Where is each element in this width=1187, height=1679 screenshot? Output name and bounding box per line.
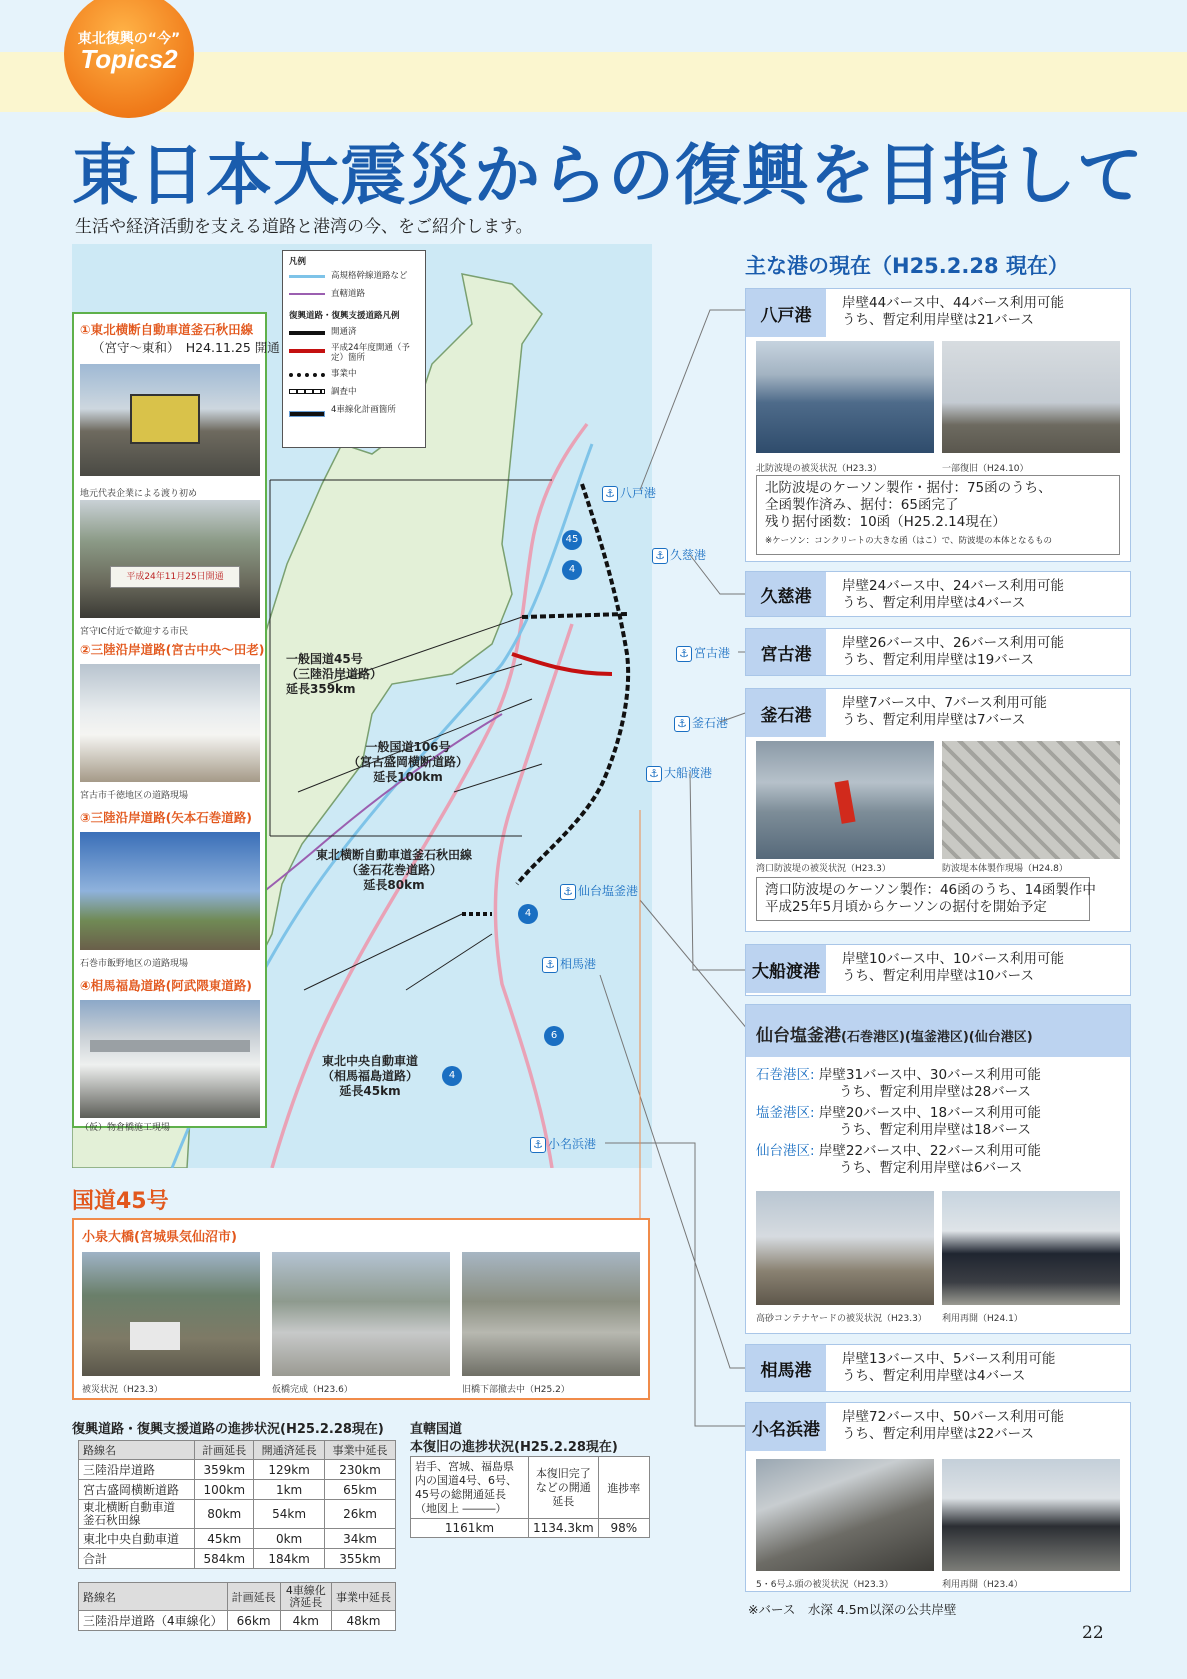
port-status: 岸壁44バース中、44バース利用可能 うち、暫定利用岸壁は21バース — [842, 295, 1065, 328]
map-legend: 凡例 高規格幹線道路など 直轄道路 復興道路・復興支援道路凡例 開通済 平成24年度開通（予定）箇所 事業中 調査中 4車線化計画箇所 — [282, 250, 426, 448]
bridge-deck — [90, 1040, 250, 1052]
port-status: 岸壁24バース中、24バース利用可能 うち、暫定利用岸壁は4バース — [842, 578, 1065, 611]
table3-title1: 直轄国道 — [410, 1422, 463, 1437]
label-kamaishi-akita: 東北横断自動車道釜石秋田線 （釜石花巻道路） 延長80km — [316, 848, 473, 892]
table-row: 1161km 1134.3km 98% — [411, 1519, 650, 1538]
route-shield-4b: 4 — [518, 904, 538, 924]
topics-badge: 東北復興の“今” Topics2 — [64, 0, 194, 118]
photo-hachinohe-damage — [756, 341, 934, 453]
photo-opening-ceremony — [80, 364, 260, 476]
table-row: 東北中央自動車道 45km 0km 34km — [79, 1529, 396, 1549]
photo-monokura-bridge — [80, 1000, 260, 1118]
table1-title: 復興道路・復興支援道路の進捗状況(H25.2.28現在) — [72, 1422, 384, 1437]
photo-bridge-damage — [82, 1252, 260, 1376]
port-box-kamaishi: 釜石港 岸壁7バース中、7バース利用可能 うち、暫定利用岸壁は7バース 湾口防波堤の被災状況（H23.3） 防波堤本体製作現場（H24.8） 湾口防波堤のケーソン製作：46函のうち、14函製作中 平成25年5月頃からケーソンの据付を開始予定 — [745, 688, 1131, 932]
sendai-districts: 石巻港区: 岸壁31バース中、30バース利用可能 うち、暫定利用岸壁は28バース 塩釜港区: 岸壁20バース中、18バース利用可能 うち、暫定利用岸壁は18バース 仙台港区: 岸壁22バース中、22バース利用可能 うち、暫定利用岸壁は6バース — [756, 1067, 1041, 1176]
route-shield-45: 45 — [562, 530, 582, 550]
page-title: 東日本大震災からの復興を目指して — [72, 137, 1144, 214]
anchor-icon: ⚓ — [646, 766, 662, 782]
hachinohe-note: 北防波堤のケーソン製作・据付：75函のうち、 全函製作済み、据付：65函完了 残り据付函数：10函（H25.2.14現在） ※ケーソン：コンクリートの大きな函（はこ）で、防波堤の本体となるもの — [756, 475, 1120, 555]
port-box-ofunato: 大船渡港 岸壁10バース中、10バース利用可能 うち、暫定利用岸壁は10バース — [745, 944, 1131, 996]
anchor-icon: ⚓ — [676, 646, 692, 662]
kamaishi-note: 湾口防波堤のケーソン製作：46函のうち、14函製作中 平成25年5月頃からケーソンの据付を開始予定 — [756, 877, 1090, 921]
page-number: 22 — [1082, 1623, 1104, 1643]
table-row: 宮古盛岡横断道路 100km 1km 65km — [79, 1480, 396, 1500]
anchor-icon: ⚓ — [530, 1137, 546, 1153]
route-shield-4a: 4 — [562, 560, 582, 580]
port-label-sendai: ⚓ 仙台塩釜港 — [560, 882, 638, 900]
photo-sendai-damage — [756, 1191, 934, 1305]
port-status: 岸壁10バース中、10バース利用可能 うち、暫定利用岸壁は10バース — [842, 951, 1065, 984]
photo-onahama-damage — [756, 1459, 934, 1571]
port-status: 岸壁72バース中、50バース利用可能 うち、暫定利用岸壁は22バース — [842, 1409, 1065, 1442]
port-box-soma: 相馬港 岸壁13バース中、5バース利用可能 うち、暫定利用岸壁は4バース — [745, 1344, 1131, 1392]
anchor-icon: ⚓ — [652, 548, 668, 564]
port-label-ofunato: ⚓ 大船渡港 — [646, 764, 712, 782]
photo-temporary-bridge — [272, 1252, 450, 1376]
label-route45: 一般国道45号 （三陸沿岸道路） 延長359km — [286, 652, 383, 696]
route-shield-6: 6 — [544, 1026, 564, 1046]
anchor-icon: ⚓ — [674, 716, 690, 732]
port-box-miyako: 宮古港 岸壁26バース中、26バース利用可能 うち、暫定利用岸壁は19バース — [745, 628, 1131, 676]
table-row: 三陸沿岸道路 359km 129km 230km — [79, 1460, 396, 1480]
banner-text: 平成24年11月25日開通 — [110, 566, 240, 588]
truck-shape — [130, 394, 200, 444]
port-status: 岸壁13バース中、5バース利用可能 うち、暫定利用岸壁は4バース — [842, 1351, 1056, 1384]
port-status: 岸壁26バース中、26バース利用可能 うち、暫定利用岸壁は19バース — [842, 635, 1065, 668]
port-label-miyako: ⚓ 宮古港 — [676, 644, 730, 662]
photo-welcome-citizens — [80, 500, 260, 618]
progress-table: 路線名 計画延長 開通済延長 事業中延長 三陸沿岸道路 359km 129km 230km 宮古盛岡横断道路 100km 1km 65km 東北横断自動車道 釜石秋田線 80km 54km 26km 東北中央自動車道 45km 0km 34km 合計 584km 184km 355km — [78, 1440, 396, 1569]
roads-photo-panel: ①東北横断自動車道釜石秋田線 （宮守～東和） H24.11.25 開通 地元代表企業による渡り初め 平成24年11月25日開通 宮守IC付近で歓迎する市民 ②三陸沿岸道路(宮古中央～田老) 宮古市千徳地区の道路現場 ③三陸沿岸道路(矢本石巻道路) 石巻市飯野地区の道路現場 ④相馬福島道路(阿武隈東道路) （仮）物倉橋施工現場 — [72, 312, 267, 1128]
table-row: 合計 584km 184km 355km — [79, 1549, 396, 1569]
photo-kamaishi-caisson — [942, 741, 1120, 859]
port-label-kuji: ⚓ 久慈港 — [652, 546, 706, 564]
anchor-icon: ⚓ — [560, 884, 576, 900]
port-box-hachinohe: 八戸港 岸壁44バース中、44バース利用可能 うち、暫定利用岸壁は21バース 北防波堤の被災状況（H23.3） 一部復旧（H24.10） 北防波堤のケーソン製作・据付：75函のうち、 全函製作済み、据付：65函完了 残り据付函数：10函（H25.2.14現在） ※ケーソン：コンクリートの大きな函（はこ）で、防波堤の本体となるもの — [745, 288, 1131, 562]
port-box-sendai-shiogama: 仙台塩釜港(石巻港区)(塩釜港区)(仙台港区) 石巻港区: 岸壁31バース中、30バース利用可能 うち、暫定利用岸壁は28バース 塩釜港区: 岸壁20バース中、18バース利用可能 うち、暫定利用岸壁は18バース 仙台港区: 岸壁22バース中、22バース利用可能 うち、暫定利用岸壁は6バース 高砂コンテナヤードの被災状況（H23.3） 利用再開（H24.1） — [745, 1004, 1131, 1334]
route45-heading: 国道45号 — [72, 1189, 169, 1214]
table3-title2: 本復旧の進捗状況(H25.2.28現在) — [410, 1440, 618, 1455]
route-shield-4c: 4 — [442, 1066, 462, 1086]
port-label-hachinohe: ⚓ 八戸港 — [602, 484, 656, 502]
photo-old-bridge-removal — [462, 1252, 640, 1376]
photo-kamaishi-damage — [756, 741, 934, 859]
port-box-kuji: 久慈港 岸壁24バース中、24バース利用可能 うち、暫定利用岸壁は4バース — [745, 571, 1131, 617]
anchor-icon: ⚓ — [602, 486, 618, 502]
photo-miyako-road — [80, 664, 260, 782]
ports-heading: 主な港の現在（H25.2.28 現在） — [745, 254, 1069, 278]
table-row: 三陸沿岸道路（4車線化） 66km 4km 48km — [79, 1611, 396, 1631]
route45-panel: 小泉大橋(宮城県気仙沼市) 被災状況（H23.3） 仮橋完成（H23.6） 旧橋下部撤去中（H25.2） — [72, 1218, 650, 1400]
port-label-soma: ⚓ 相馬港 — [542, 955, 596, 973]
restoration-table: 岩手、宮城、福島県内の国道4号、6号、45号の総開通延長（地図上 ―――） 本復旧完了などの開通延長 進捗率 1161km 1134.3km 98% — [410, 1456, 650, 1538]
photo-ishinomaki-road — [80, 832, 260, 950]
port-status: 岸壁7バース中、7バース利用可能 うち、暫定利用岸壁は7バース — [842, 695, 1047, 728]
photo-sendai-reopened — [942, 1191, 1120, 1305]
four-lane-table: 路線名 計画延長 4車線化済延長 事業中延長 三陸沿岸道路（4車線化） 66km 4km 48km — [78, 1582, 396, 1631]
label-route106: 一般国道106号 （宮古盛岡横断道路） 延長100km — [348, 740, 469, 784]
photo-hachinohe-restored — [942, 341, 1120, 453]
pier-shape — [130, 1322, 180, 1350]
photo-onahama-reopened — [942, 1459, 1120, 1571]
label-soma-fukushima: 東北中央自動車道 （相馬福島道路） 延長45km — [322, 1054, 419, 1098]
port-box-onahama: 小名浜港 岸壁72バース中、50バース利用可能 うち、暫定利用岸壁は22バース 5・6号ふ頭の被災状況（H23.3） 利用再開（H23.4） — [745, 1402, 1131, 1592]
port-label-onahama: ⚓ 小名浜港 — [530, 1135, 596, 1153]
anchor-icon: ⚓ — [542, 957, 558, 973]
lighthouse-shape — [834, 780, 855, 824]
port-label-kamaishi: ⚓ 釜石港 — [674, 714, 728, 732]
berth-footnote: ※バース 水深 4.5m以深の公共岸壁 — [748, 1602, 957, 1617]
table-row: 東北横断自動車道 釜石秋田線 80km 54km 26km — [79, 1500, 396, 1529]
page-subtitle: 生活や経済活動を支える道路と港湾の今、をご紹介します。 — [75, 217, 533, 237]
